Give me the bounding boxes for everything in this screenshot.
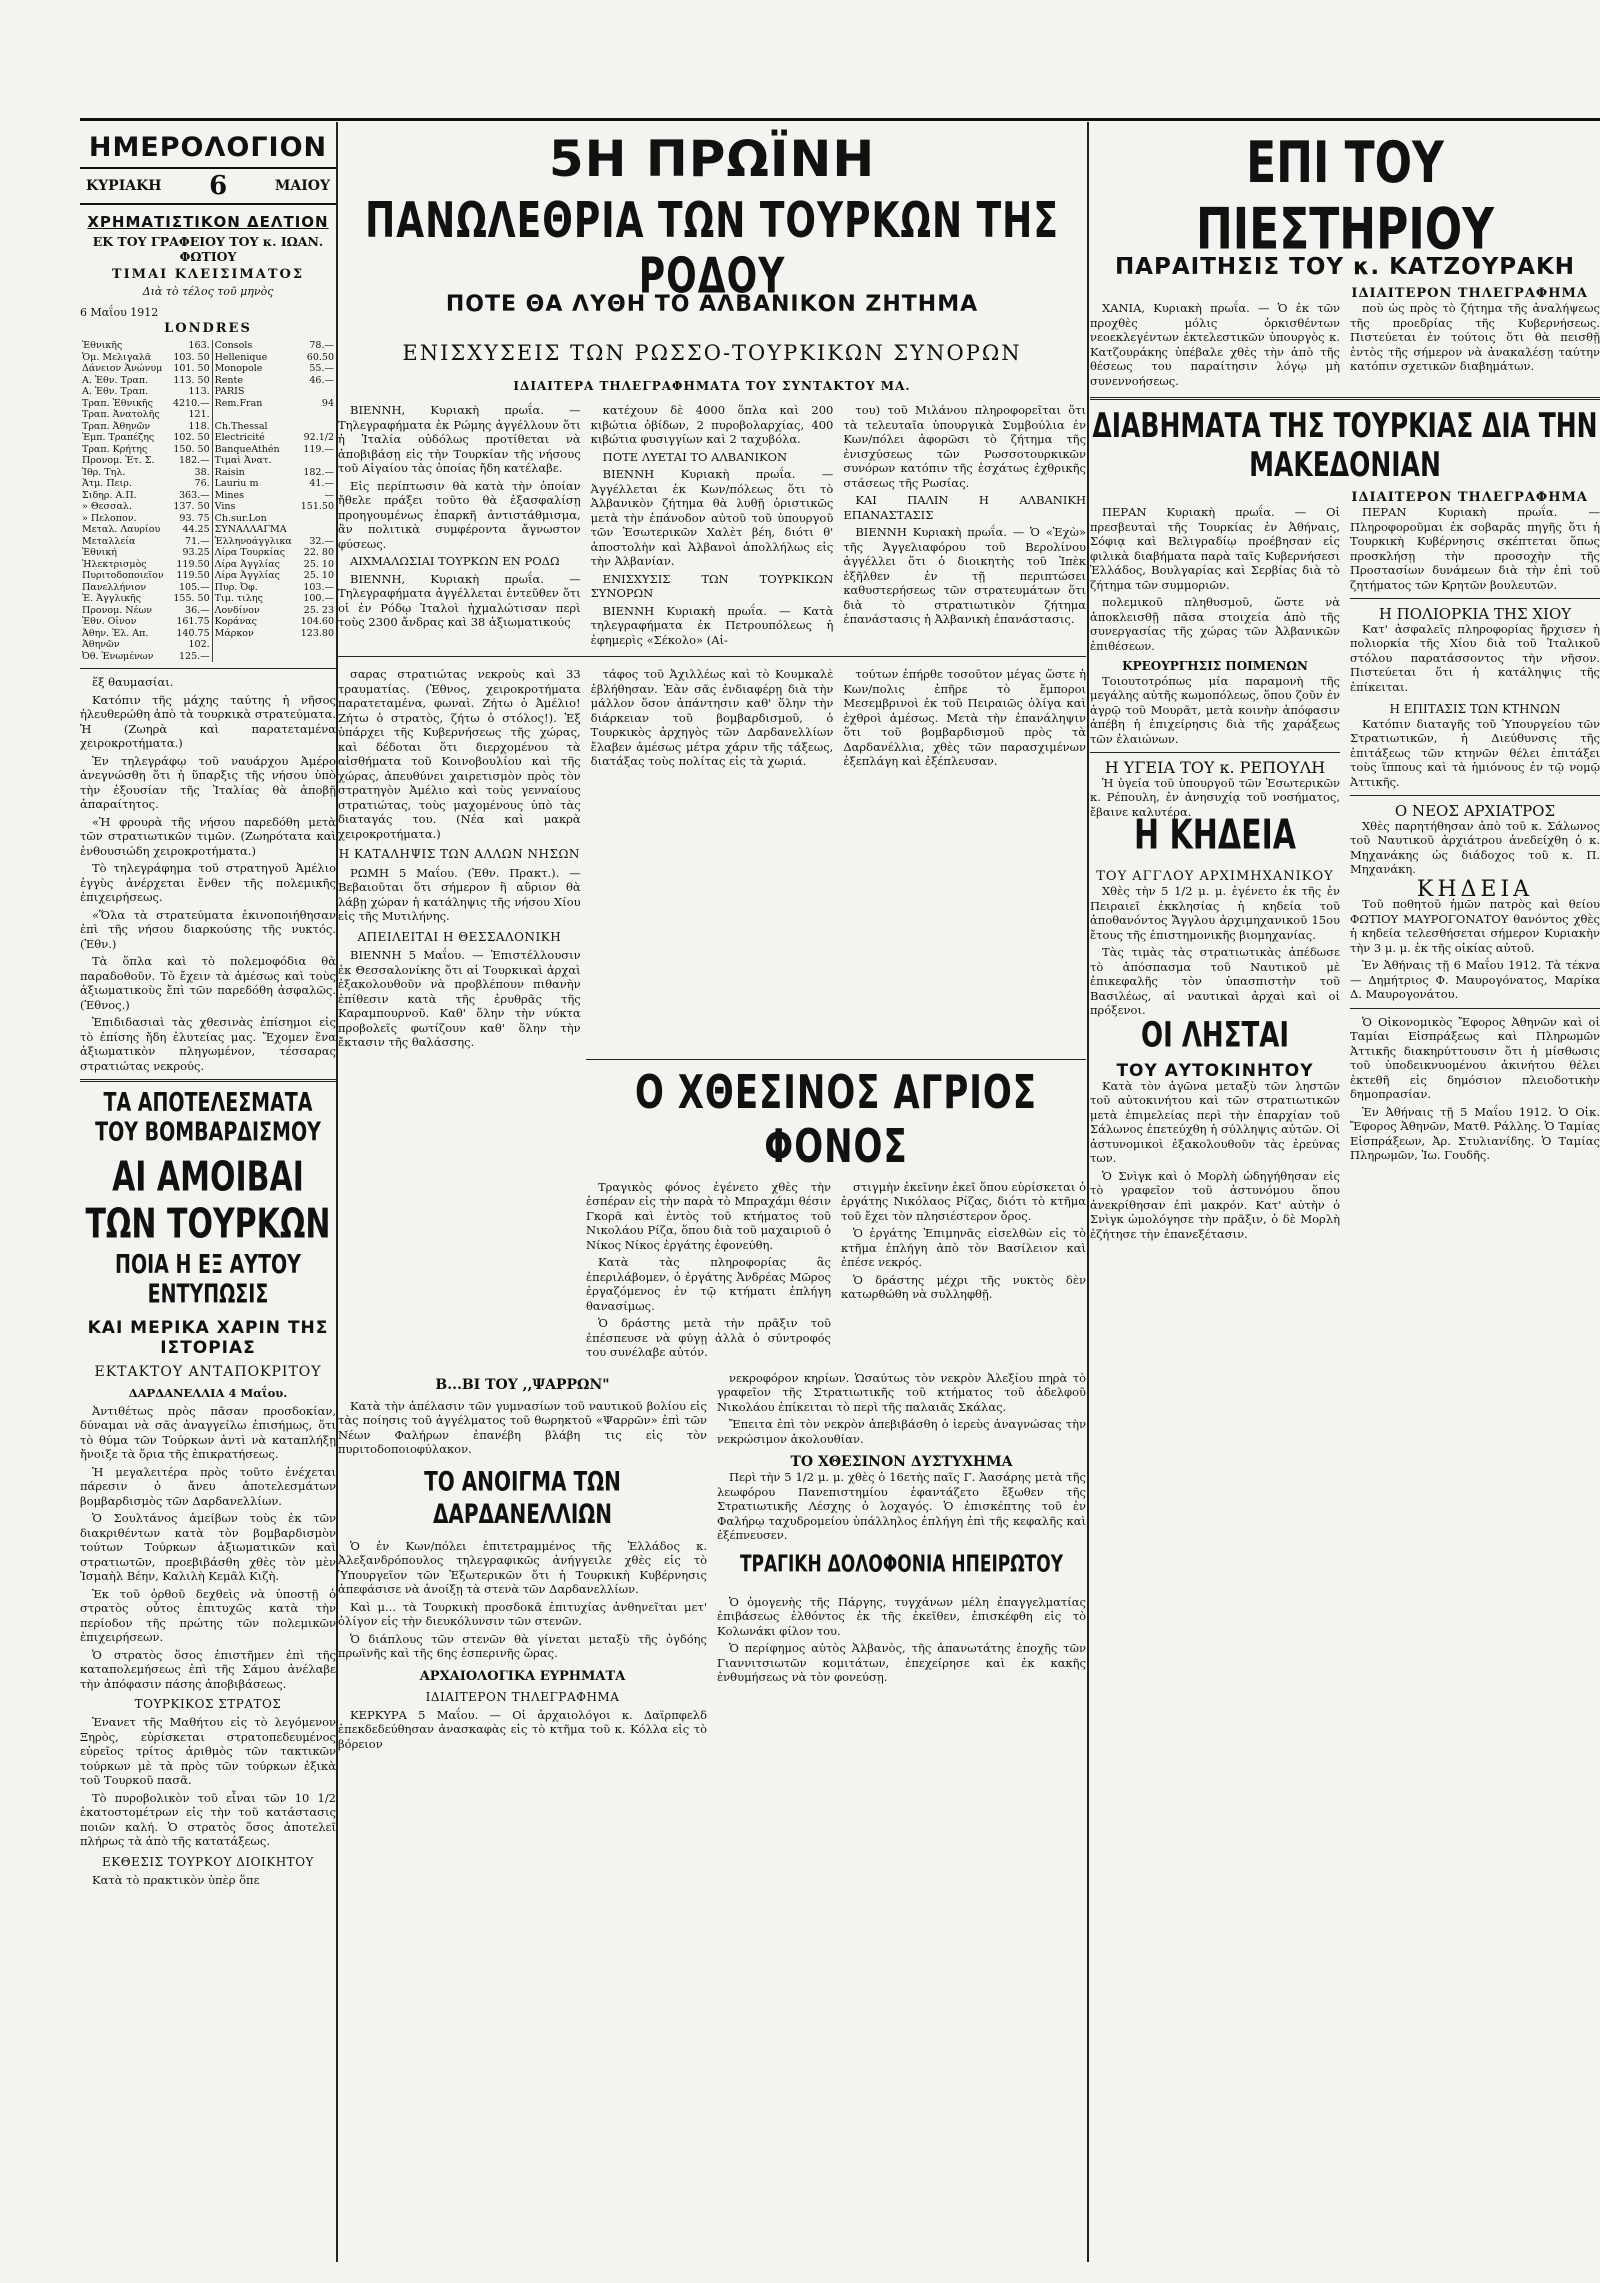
market-cell: Τραπ. Ἐθνικῆς	[82, 397, 153, 409]
market-cell: Λίρα Ἀγγλίας	[214, 570, 280, 581]
market-cell: 150. 50	[169, 444, 212, 456]
market-row	[80, 570, 336, 582]
market-cell: 113.	[169, 386, 212, 398]
funeral-text	[717, 1371, 1086, 1447]
paragraph: ΠΟΤΕ ΛΥΕΤΑΙ ΤΟ ΑΛΒΑΝΙΚΟΝ	[602, 449, 788, 464]
subhead-telegram: ΙΔΙΑΙΤΕΡΟΝ ΤΗΛΕΓΡΑΦΗΜΑ	[425, 1689, 620, 1704]
headline-murder: Ο ΧΘΕΣΙΝΟΣ ΑΓΡΙΟΣ ΦΟΝΟΣ	[634, 1065, 1038, 1174]
market-cell: 137. 50	[169, 501, 212, 513]
paragraph: Ὁ στρατὸς ὅσος ἐπιστῆμεν ἐπὶ τῆς καταπολεμήσεως ἐπὶ τῆς Σάμου ἀνέλαβε τὴν ἀπόφασιν πάσης ἀποβιβάσεως.	[80, 1647, 336, 1691]
paragraph: Ὁ ἐν Κων/πόλει ἐπιτετραμμένος τῆς Ἑλλάδος κ. Ἀλεξανδρόπουλος τηλεγραφικῶς ἀνήγγειλε χθὲς εἰς τὸ Ὑπουργεῖον τῶν Ἐξωτερικῶν ὅτι ἡ Τουρκικὴ Κυβέρνησις ἀπεφάσισε νὰ ἀνοίξῃ τὰ στενὰ τῶν Δαρδανελλίων.	[338, 1538, 707, 1596]
market-cell: 78.—	[309, 340, 334, 351]
paragraph: ΒΙΕΝΝΗ Κυριακὴ πρωΐα. — Ὁ «Ἐχὼ» τῆς Ἀγγελιαφόρου τοῦ Βερολίνου ἀγγέλλει ὅτι ὁ διοικητὴς τοῦ Ἰπὲκ ἐξῆλθεν ἐν τῇ περιπτώσει καθυστερήσεως τῶν στρατευμάτων ὅτι διὰ τὸ στρατιωτικὸν ζήτημα ἐπανάστασις ἡ Ἀλβανικὴ ἐπανάστασις.	[843, 525, 1086, 626]
market-row	[80, 547, 336, 559]
subhead-accident: ΤΟ ΧΘΕΣΙΝΟΝ ΔΥΣΤΥΧΗΜΑ	[790, 1454, 1013, 1470]
turkish-army-text	[80, 1715, 336, 1849]
market-cell: 125.—	[169, 651, 212, 663]
headline-new-chief-physician: Ο ΝΕΟΣ ΑΡΧΙΑΤΡΟΣ	[1394, 802, 1556, 820]
paragraph: «Ὅλα τὰ στρατεύματα ἐκινοποιήθησαν ἐπὶ τῆς νήσου διαρκούσης τῆς νυκτός. (Ἐθν.)	[80, 907, 336, 951]
market-cell: 25. 10	[303, 558, 334, 570]
market-cell: 25. 10	[303, 570, 334, 581]
paragraph: ΒΙΕΝΝΗ Κυριακὴ πρωΐα. — Κατὰ τηλεγραφήματα ἐκ Πετρουπόλεως ἡ ἐφημερὶς «Σέκολο» (Αἰ-	[590, 603, 834, 647]
market-cell	[297, 409, 336, 421]
divider	[1350, 795, 1600, 796]
almanac-month: ΜΑΙΟΥ	[274, 178, 330, 194]
market-closing: ΤΙΜΑΙ ΚΛΕΙΣΙΜΑΤΟΣ	[111, 267, 305, 282]
market-cell: Mines	[214, 489, 245, 501]
market-cell: 92.1/2	[303, 432, 334, 443]
paragraph: Ἐν τηλεγράφῳ τοῦ ναυάρχου Ἀμέρο ἀνεγνώσθη ὅτι ἡ ὕπαρξις τῆς νήσου ὑπὸ τὴν ἐξουσίαν τῆς Ἰταλίας θὰ ἀποβῇ ἀπαραίτητος.	[80, 753, 336, 811]
market-cell: Μεταλ. Λαυρίου	[82, 524, 161, 535]
paragraph: Τοῦ ποθητοῦ ἡμῶν πατρὸς καὶ θείου ΦΩΤΙΟΥ ΜΑΥΡΟΓΟΝΑΤΟΥ θανόντος χθὲς ἡ κηδεία τελεσθήσεται σήμερον Κυριακὴν τὴν 3 μ. μ. ἐκ τῆς οἰκίας αὐτοῦ.	[1350, 897, 1600, 955]
market-cell: Ἠλεκτρισμὸς	[82, 558, 147, 570]
market-cell: 94	[321, 397, 334, 409]
paragraph: Κατόπιν διαταγῆς τοῦ Ὑπουργείου τῶν Στρατιωτικῶν, ἡ Διεύθυνσις τῆς ἐπιτάξεως τῶν κτηνῶν θέλει ἐπιτάξει τοὺς ἵππους καὶ τὰ ἡμιόνους ἐν τῷ νομῷ Ἀττικῆς.	[1350, 716, 1600, 789]
market-row	[80, 651, 336, 663]
market-cell: Προνομ. Ἐτ. Σ.	[82, 455, 155, 466]
paragraph: Κατὰ τὰς πληροφορίας ἃς ἐπεριλάβομεν, ὁ ἐργάτης Ἀνδρέας Μῶρος ἐργαζόμενος ἐν τῷ κτήματι ἐπλήγη θανασίμως.	[586, 1255, 831, 1313]
market-cell: Μεταλλεία	[82, 535, 136, 547]
market-cell: Ὁμ. Μελιγαλᾶ	[82, 351, 152, 363]
telegram-col-3	[843, 403, 1086, 650]
paragraph: Χθὲς τὴν 5 1/2 μ. μ. ἐγένετο ἐκ τῆς ἐν Πειραιεῖ ἐκκλησίας ἡ κηδεία τοῦ ἀποθανόντος Ἄγγλου ἀρχιμηχανικοῦ 15ου ἔτους τῆς ἐπιστημονικῆς βιομηχανίας.	[1090, 884, 1340, 942]
market-row	[80, 524, 336, 536]
market-row	[80, 375, 336, 387]
sub-headline-borders: ΕΝΙΣΧΥΣΕΙΣ ΤΩΝ ΡΩΣΣΟ-ΤΟΥΡΚΙΚΩΝ ΣΥΝΟΡΩΝ	[402, 341, 1022, 365]
market-cell: Rem.Fran	[214, 397, 263, 409]
subhead-thessaloniki: ΑΠΕΙΛΕΙΤΑΙ Η ΘΕΣΣΑΛΟΝΙΚΗ	[357, 929, 562, 944]
story-row2-col1	[338, 667, 581, 1053]
market-cell: Λίρα Τουρκίας	[214, 547, 286, 558]
market-cell: Τιμ. τιλης	[214, 593, 263, 604]
paragraph: Ὁ δράστης μετὰ τὴν πρᾶξιν τοῦ ἐπέσπευσε νὰ φύγῃ ἀλλὰ ὁ σύντροφός του συνέλαβε αὐτόν.	[586, 1316, 831, 1359]
paragraph: νεκροφόρον κηρίων. Ὡσαύτως τὸν νεκρὸν Ἀλεξίου πηρὰ τὸ γραφεῖον τῆς Στρατιωτικῆς τοῦ κτήματος τοῦ ἀδελφοῦ Νικολάου ἐπίκειται τὸ περὶ τῆς παλαιᾶς Σκάλας.	[717, 1370, 1086, 1414]
market-cell	[297, 651, 336, 663]
dateline: ΔΑΡΔΑΝΕΛΛΙΑ 4 Μαΐου.	[128, 1386, 288, 1400]
dardanelles-paragraphs	[80, 1404, 336, 1692]
market-row	[80, 616, 336, 628]
market-cell: 363.—	[169, 490, 212, 502]
divider	[1090, 752, 1340, 753]
paragraph: τούτων ἐπήρθε τοσοῦτον μέγας ὥστε ἡ Κων/πολις ἐπῆρε τὸ ἔμποροι Μεσεμβρινοὶ ἐκ τοῦ Πειραιῶς ὀλίγα καὶ ἐχθροὶ ἀμέσως. Μετὰ τὴν ἐπανάληψιν ὅτι τοῦ βομβαρδισμοῦ πρὸς τὰ Δαρδανέλλια, χθὲς τῶν παρασχιμένων ἐξεπλάγη καὶ ἐξέπλευσαν.	[843, 667, 1086, 768]
paragraph: Ἐν Ἀθήναις τῇ 5 Μαΐου 1912. Ὁ Οἰκ. Ἔφορος Ἀθηνῶν, Ματθ. Ράλλης. Ὁ Ταμίας Εἰσπράξεων, Ἀρ. Στυλιανίδης. Ὁ Ταμίας Πληρωμῶν, Ἰω. Γουδῆς.	[1350, 1104, 1600, 1162]
market-cell: Πανελλήνιον	[82, 581, 147, 593]
column-left	[80, 124, 336, 2254]
dardanelles-opening-text	[338, 1539, 707, 1661]
market-cell: Πυρ. Ὀφ.	[214, 581, 258, 593]
paragraph: Τὸ πυροβολικὸν τοῦ εἶναι τῶν 10 1/2 ἑκατοστομέτρων εἰς τὴν τοῦ κατάστασις ποιῶν καλή. Ὁ στρατὸς ὅσος ἀποτελεῖ πλήρως τὰ ἀπὸ τῆς κατατάξεως.	[80, 1790, 336, 1848]
byline-correspondent: ΕΚΤΑΚΤΟΥ ΑΝΤΑΠΟΚΡΙΤΟΥ	[94, 1364, 322, 1380]
market-cell: Ὀθ. Ἑνωμένων	[82, 650, 154, 662]
market-cell: 104.60	[300, 616, 334, 627]
column-right	[1090, 124, 1600, 2254]
market-cell: 38.	[169, 467, 212, 479]
paragraph: ποὺ ὡς πρὸς τὸ ζήτημα τῆς ἀναλήψεως τῆς προεδρίας τῆς Κυβερνήσεως. Πιστεύεται ἐν τούτοις ὅτι θὰ πεισθῇ ἐντὸς τῆς σήμερον νὰ ἀνακαλέσῃ ταύτην κατόπιν σχετικῶν διαβημάτων.	[1350, 301, 1600, 373]
paragraph: Καὶ μ... τὰ Τουρκικὴ προσδοκᾶ ἐπιτυχίας ἀνθηνεῖται μετ' ὀλίγον εἰς τὴν διευκόλυνσιν τῶν στενῶν.	[338, 1599, 707, 1628]
market-cell: 163.	[169, 340, 212, 352]
market-cell	[212, 409, 297, 421]
paragraph: Ἐνανετ τῆς Μαθήτου εἰς τὸ λεγόμενον Ξηρὸς, εὑρίσκεται στρατοπεδευμένος εὐρεῖος τρίτος ἀριθμὸς τῶν τακτικῶν τούρκων μὲ τὰ πρὸς τῶν τούρκων ἐξικὰ τοῦ Τουρκοῦ πασᾶ.	[80, 1715, 336, 1787]
headline-macedonia: ΔΙΑΒΗΜΑΤΑ ΤΗΣ ΤΟΥΡΚΙΑΣ ΔΙΑ ΤΗΝ ΜΑΚΕΔΟΝΙΑΝ	[1092, 406, 1598, 485]
market-cell: Ch.Thessal	[214, 420, 268, 432]
top-rule	[80, 118, 1600, 121]
market-cell: 121.	[169, 409, 212, 421]
subhead-engineer: ΤΟΥ ΑΓΓΛΟΥ ΑΡΧΙΜΗΧΑΝΙΚΟΥ	[1096, 868, 1334, 884]
market-row	[80, 352, 336, 364]
divider	[80, 1079, 336, 1082]
market-row	[80, 455, 336, 467]
market-cell: 103. 50	[169, 352, 212, 364]
market-row	[80, 593, 336, 605]
market-cell: 93.25	[169, 547, 212, 559]
market-cell: 155. 50	[169, 593, 212, 605]
market-cell: Λίρα Ἀγγλίας	[214, 558, 280, 570]
market-cell: 118.	[169, 421, 212, 433]
headline-resignation: ΠΑΡΑΙΤΗΣΙΣ ΤΟΥ κ. ΚΑΤΖΟΥΡΑΚΗ	[1114, 254, 1576, 280]
paragraph: Ἔπειτα ἐπὶ τὸν νεκρὸν ἀπεβιβάσθη ὁ ἱερεὺς ἀναγνώσας τὴν νεκρώσιμον ἀκολουθίαν.	[717, 1417, 1086, 1446]
telegram-columns	[338, 403, 1086, 650]
almanac-day-number: 6	[209, 171, 228, 201]
obituary-title: ΚΗΔΕΙΑ	[1416, 876, 1534, 902]
market-cell: 119.50	[169, 559, 212, 571]
subhead-report: ΕΚΘΕΣΙΣ ΤΟΥΡΚΟΥ ΔΙΟΙΚΗΤΟΥ	[102, 1854, 314, 1869]
market-cell: Raisin	[214, 466, 245, 478]
market-row	[80, 490, 336, 502]
paragraph: ΠΕΡΑΝ Κυριακὴ πρωΐα. — Πληροφοροῦμαι ἐκ σοβαρᾶς πηγῆς ὅτι ἡ Τουρκικὴ Κυβέρνησις σκέπτεται ὅπως προσκλήσῃ τὴν προσοχὴν τῆς Προστασίων δυνάμεων διὰ τὴν ἐπὶ τοῦ ζητήματος τῶν Κρητῶν βουλευτῶν.	[1350, 505, 1600, 592]
market-cell: Ἑλληνοάγγλικα	[214, 535, 292, 547]
telegram-label-1: ΙΔΙΑΙΤΕΡΟΝ ΤΗΛΕΓΡΑΦΗΜΑ	[1351, 286, 1588, 301]
market-cell: 22. 80	[303, 547, 334, 558]
paragraph: ΒΙΕΝΝΗ, Κυριακὴ πρωΐα. — Τηλεγραφήματα ἐκ Ρώμης ἀγγέλλουν ὅτι ἡ Ἰταλία οὐδόλως προτίθεται νὰ ἀποβιβάσῃ εἰς τὴν Τουρκίαν τῆς νήσους τοῦ Αἰγαίου τὰς ὁποίας ἤδη κατέλαβε.	[338, 403, 581, 475]
paragraph: ΡΩΜΗ 5 Μαΐου. (Ἐθν. Πρακτ.). — Βεβαιοῦται ὅτι σήμερον ἢ αὔριον θὰ λάβῃ χώραν ἡ κατάληψις τῆς νήσου Χίου εἰς τῆς Μυτιλήνης.	[338, 865, 581, 923]
macedonia-columns	[1090, 505, 1600, 1244]
market-cell: 161.75	[169, 616, 212, 628]
market-row	[80, 398, 336, 410]
paragraph: Κατόπιν τῆς μάχης ταύτης ἡ νῆσος ἠλευθερώθη ἀπὸ τὰ τουρκικὰ στρατεύματα. Ἡ (Ζωηρὰ καὶ παρατεταμένα χειροκροτήματα.)	[80, 692, 336, 750]
paragraph: Τὰ ὅπλα καὶ τὸ πολεμοφόδια θὰ παραδοθοῦν. Τὸ ἔχειν τὰ ἀμέσως καὶ τοὺς ἀξιωματικοὺς ἔπὶ τῶν παρεδόθη ἀσφαλῶς. (Ἐθνος.)	[80, 954, 336, 1012]
market-cell: 119.50	[169, 570, 212, 582]
market-cell	[212, 639, 297, 651]
market-cell: 76.	[169, 478, 212, 490]
market-cell: 36.—	[169, 605, 212, 617]
market-cell	[297, 386, 336, 398]
headline-animal-requisition: Η ΕΠΙΤΑΣΙΣ ΤΩΝ ΚΤΗΝΩΝ	[1389, 702, 1561, 716]
paragraph: Ἐκ τοῦ ὀρθοῦ δεχθεὶς νὰ ὑποστῇ ὁ στρατὸς οὗτος ἐπιτυχῶς κατὰ τὴν περίοδον τῆς πρώτης τῶν πολεμικῶν ἐπιχειρήσεων.	[80, 1586, 336, 1644]
market-cell: 140.75	[169, 628, 212, 640]
market-cell: 102. 50	[169, 432, 212, 444]
headline-funeral: Η ΚΗΔΕΙΑ	[1134, 812, 1296, 860]
market-cell: Ἀθην. Ἐλ. Απ.	[82, 627, 149, 639]
paragraph: πολεμικοῦ πληθυσμοῦ, ὥστε νὰ ἀποκλεισθῇ πᾶσα στοιχεία ἀπὸ τῆς συνεργασίας τῆς χώρας τῶν Ἀλβανικῶν ἐπιθέσεων.	[1090, 595, 1340, 653]
story-row-2	[338, 667, 1086, 1053]
paragraph: ΒΙΕΝΝΗ, Κυριακὴ πρωΐα. — Τηλεγραφήματα ἀγγέλλεται ἐντεῦθεν ὅτι οἱ ἐν Ρόδῳ Ἰταλοὶ ἠχμαλώτισαν περὶ τοὺς 2300 ἄνδρας καὶ 38 ἀξιωματικούς	[338, 571, 581, 629]
column-center	[338, 124, 1086, 2254]
paragraph: Ἡ ὑγεία τοῦ ὑπουργοῦ τῶν Ἐσωτερικῶν κ. Ρέπουλη, ἐν ἀνησυχίᾳ τοῦ νοσήματος, ἔβαινε καλυτέρα.	[1090, 775, 1340, 819]
paragraph: Κατ' ἀσφαλεῖς πληροφορίας ἤρχισεν ἡ πολιορκία τῆς Χίου διὰ τοῦ Ἰταλικοῦ στόλου παρατάσσοντος τὴν νῆσον. Πιστεύεται ὅτι ἡ κατάληψις τῆς ἐπίκειται.	[1350, 621, 1600, 694]
headline-chios-siege: Η ΠΟΛΙΟΡΚΙΑ ΤΗΣ ΧΙΟΥ	[1378, 605, 1572, 623]
subhead-automobile: ΤΟΥ ΑΥΤΟΚΙΝΗΤΟΥ	[1116, 1061, 1314, 1081]
paragraph: ΧΑΝΙΑ, Κυριακὴ πρωΐα. — Ὁ ἐκ τῶν προχθὲς μόλις ὁρκισθέντων νεοεκλεγέντων ἐκτελεστικῶν ὑπουργὸς κ. Κατζουράκης ὑπέβαλε χθὲς τὴν ἀπὸ τῆς θέσεως του παραίτησιν λόγῳ μὴ συνεννοήσεως.	[1090, 301, 1340, 388]
paragraph: κατέχουν δὲ 4000 ὅπλα καὶ 200 κιβώτια ὀβίδων, 2 πυροβολαρχίας, 400 κιβώτια φυσιγγίων καὶ 2 ταχυβόλα.	[590, 403, 834, 446]
paragraph: Ὁ δράστης μέχρι τῆς νυκτὸς δὲν κατωρθώθη νὰ συλληφθῇ.	[841, 1272, 1086, 1301]
paragraph: Ὁ ὁμογενὴς τῆς Πάργης, τυγχάνων μέλη ἐπαγγελματίας ἐπιβάσεως ἐλθόντος ἐκ τῆς ἐκεῖθεν, ἐπισκέφθη εἰς τὸ Κολωνάκι φίλον του.	[717, 1594, 1086, 1638]
market-cell: Τιμαὶ Ἀνατ.	[214, 455, 272, 466]
market-row	[80, 605, 336, 617]
market-cell: Ἐμπ. Τραπέζης	[82, 432, 155, 443]
market-cell	[297, 513, 336, 525]
market-row	[80, 478, 336, 490]
market-cell: Τραπ. Κρήτης	[82, 443, 148, 455]
rhodes-continuation	[80, 675, 336, 1073]
resignation-col-1	[1090, 301, 1340, 391]
market-cell: 4210.—	[169, 398, 212, 410]
headline-history: ΚΑΙ ΜΕΡΙΚΑ ΧΑΡΙΝ ΤΗΣ ΙΣΤΟΡΙΑΣ	[87, 1318, 329, 1358]
telegram-col-2	[591, 403, 834, 650]
paragraph: Ἡ μεγαλειτέρα πρὸς τοῦτο ἐνέχεται πάρεσιν ὁ ἄνευ ἀποτελεσμάτων βομβαρδισμὸς τῶν Δαρδανελλίων.	[80, 1464, 336, 1508]
market-row	[80, 386, 336, 398]
paragraph: Ὁ Οἰκονομικὸς Ἔφορος Ἀθηνῶν καὶ οἱ Ταμίαι Εἰσπράξεως καὶ Πληρωμῶν Ἀττικῆς διακηρύττουσιν ὅτι ἡ μίσθωσις τοῦ ὑποδεικνυομένου ἀκινήτου θέλει ἐκτεθῆ εἰς δημόσιον πλειοδοτικὴν δημοπρασίαν.	[1350, 1014, 1600, 1101]
telegram-label: ΙΔΙΑΙΤΕΡΑ ΤΗΛΕΓΡΑΦΗΜΑΤΑ ΤΟΥ ΣΥΝΤΑΚΤΟΥ ΜΑ.	[513, 379, 911, 393]
sub-headline-albania: ΠΟΤΕ ΘΑ ΛΥΘΗ ΤΟ ΑΛΒΑΝΙΚΟΝ ΖΗΤΗΜΑ	[445, 292, 979, 317]
paragraph: στιγμὴν ἐκεῖνην ἐκεῖ ὅπου εὑρίσκεται ὁ ἐργάτης Νικόλαος Ρίζας, διότι τὸ κτῆμα τοῦ ἔχει τὸν πλησιέστερον ὄρος.	[841, 1179, 1086, 1223]
market-cell	[297, 455, 336, 467]
divider	[80, 668, 336, 669]
macedonia-col-2	[1350, 505, 1600, 1244]
paragraph: Τραγικὸς φόνος ἐγένετο χθὲς τὴν ἑσπέραν εἰς τὴν παρὰ τὸ Μπραχάμι θέσιν Γκορᾶ καὶ ἐντὸς τοῦ κτήματος τοῦ Νικολάου Ρίζα, ὅπου διὰ τοῦ μαχαιριοῦ ὁ Νίκος Νίκος ἐργάτης ἐφονεύθη.	[586, 1179, 831, 1252]
paragraph: τάφος τοῦ Ἀχιλλέως καὶ τὸ Κουμκαλὲ ἐβλήθησαν. Ἐὰν σᾶς ἐνδιαφέρῃ διὰ τὴν μάλλον ὅσον ἀπάντησιν καθ' ὅλην τὴν διάρκειαν τοῦ βομβαρδισμοῦ, ὁ Τουρκικὸς ἀρχηγὸς τῶν Δαρδανελλίων ἔλαβεν ἀμέσως μέτρα χάριν τῆς τάξεως, διατάξας τοὺς πολίτας εἰς τὰ χωριά.	[590, 667, 834, 768]
market-bulletin-title: ΧΡΗΜΑΤΙΣΤΙΚΟΝ ΔΕΛΤΙΟΝ	[87, 213, 329, 231]
market-cell: Monopole	[214, 363, 263, 374]
paragraph: Περὶ τὴν 5 1/2 μ. μ. χθὲς ὁ 16ετὴς παῖς Γ. Ἀασάρης μετὰ τῆς λεωφόρου Πανεπιστημίου ἐφαντάζετο ἔξωθεν τῆς Στρατιωτικῆς Λέσχης ὁ λοχαγός. Ὁ ἐπισκέπτης τοῦ ἐν Φαλήρῳ ταχυδρομείου ὑπάλληλος ἐπλήγη ἐπὶ τῆς κεφαλῆς καὶ ἐξέπνευσεν.	[717, 1470, 1086, 1542]
market-cell: Προνομ. Νέων	[82, 604, 153, 616]
macedonia-col-1	[1090, 505, 1340, 1244]
market-cell: Ἀτμ. Πειρ.	[82, 478, 132, 489]
paragraph: ΑΙΧΜΑΛΩΣΙΑΙ ΤΟΥΡΚΩΝ ΕΝ ΡΟΔΩ	[350, 554, 560, 568]
market-row	[80, 639, 336, 651]
almanac-title: ΗΜΕΡΟΛΟΓΙΟΝ	[88, 132, 328, 163]
market-cell	[297, 421, 336, 433]
market-cell: » Θεσσαλ.	[82, 501, 132, 512]
market-cell: Ἐ. Ἀγγλικῆς	[82, 593, 142, 604]
market-cell: Ἀθηνῶν	[82, 639, 120, 650]
market-row	[80, 340, 336, 352]
divider	[338, 656, 1086, 657]
paragraph: Ὁ Σνὶγκ καὶ ὁ Μορλὴ ὡδηγήθησαν εἰς τὸ γραφεῖον τοῦ ἀστυνόμου ὅπου ἀνεκρίθησαν ἐπὶ μακρόν. Κατ' αὐτὴν ὁ Σνὶγκ ὡμολόγησε τὴν πρᾶξιν, ὁ δὲ Μορλὴ ἐζήτησε τὴν ἐπανεξέτασιν.	[1090, 1168, 1340, 1241]
market-cell: Λονδίνον	[214, 604, 260, 616]
paragraph: ΚΑΙ ΠΑΛΙΝ Η ΑΛΒΑΝΙΚΗ ΕΠΑΝΑΣΤΑΣΙΣ	[843, 493, 1086, 522]
market-row	[80, 582, 336, 594]
market-row	[80, 628, 336, 640]
paragraph: Κατὰ τὸ πρακτικὸν ὑπὲρ ὅπε	[92, 1872, 260, 1887]
resignation-col-2	[1350, 301, 1600, 391]
market-row	[80, 467, 336, 479]
paragraph: του) τοῦ Μιλάνου πληροφορεῖται ὅτι τὰ τελευταῖα ὑπουργικὰ Συμβούλια ἐν Κων/πόλει ἀφορῶσι τὸ ζήτημα τῆς ἐνισχύσεως τῶν Ρωσσοτουρκικῶν συνόρων κατόπιν τῆς ἐσχάτως ἐχθρικῆς στάσεως τῆς Ρωσίας.	[843, 403, 1086, 490]
market-cell: 55.—	[309, 363, 334, 374]
headline-impression: ΠΟΙΑ Η ΕΞ ΑΥΤΟΥ ΕΝΤΥΠΩΣΙΣ	[115, 1250, 301, 1310]
lower-center	[338, 1371, 1086, 1755]
paragraph: Ὁ περίφημος αὐτὸς Ἀλβανὸς, τῆς ἀπανωτάτης ἐποχῆς τῶν Γιαννιτσιωτῶν κομιτάτων, ἐπεχείρησε καὶ ἐκ κακῆς ἐνθυμήσεως νὰ τὸν φονεύσῃ.	[717, 1641, 1086, 1684]
paragraph: ΚΕΡΚΥΡΑ 5 Μαΐου. — Οἱ ἀρχαιολόγοι κ. Δαϊρπφελδ ἐπεκδεδεύθησαν ἀνασκαφὰς εἰς τὸ κτῆμα τοῦ κ. Κόλλα εἰς τὸ βόρειον	[338, 1707, 707, 1751]
market-cell: 60.50	[306, 351, 334, 363]
market-cell: Α. Ἐθν. Τραπ.	[82, 386, 149, 397]
market-row	[80, 409, 336, 421]
market-cell: —	[324, 489, 334, 501]
market-cell: Δάνειον Ἀνώνυμ	[82, 363, 163, 374]
headline-turkish-rewards: ΑΙ ΑΜΟΙΒΑΙ ΤΩΝ ΤΟΥΡΚΩΝ	[85, 1154, 331, 1249]
market-cell	[212, 651, 297, 663]
market-cell: 44.25	[169, 524, 212, 536]
market-cell: Lauriu m	[214, 478, 259, 489]
market-row	[80, 501, 336, 513]
divider	[1090, 397, 1600, 400]
market-cell: Ἰθρ. Τηλ.	[82, 466, 126, 478]
paragraph: ΠΕΡΑΝ Κυριακὴ πρωΐα. — Οἱ πρεσβευταὶ τῆς Τουρκίας ἐν Ἀθήναις, Σόφιᾳ καὶ Βελιγραδίῳ προέβησαν εἰς φιλικὰ διαβήματα παρὰ ταῖς Κυβερνήσεσι Ἑλλάδος, Βουλγαρίας καὶ Σερβίας διὰ τὸ ζήτημα τῶν συμμοριῶν.	[1090, 505, 1340, 592]
headline-tragic-murder: ΤΡΑΓΙΚΗ ΔΟΛΟΦΟΝΙΑ ΗΠΕΙΡΩΤΟΥ	[739, 1550, 1064, 1578]
market-cell: 102.	[169, 639, 212, 651]
market-cell	[297, 524, 336, 536]
headline-bombardment: ΤΑ ΑΠΟΤΕΛΕΣΜΑΤΑ ΤΟΥ ΒΟΜΒΑΡΔΙΣΜΟΥ	[95, 1088, 321, 1148]
market-cell: 46.—	[309, 374, 334, 386]
paragraph: «Ἡ φρουρὰ τῆς νήσου παρεδόθη μετὰ τῶν στρατιωτικῶν τιμῶν. (Ζωηρότατα καὶ ἐνθουσιώδη χειροκροτήματα.)	[80, 814, 336, 858]
market-row	[80, 513, 336, 525]
paragraph: ΕΝΙΣΧΥΣΙΣ ΤΩΝ ΤΟΥΡΚΙΚΩΝ ΣΥΝΟΡΩΝ	[590, 571, 834, 600]
paragraph: Εἰς περίπτωσιν θὰ κατὰ τὴν ὁποίαν ἤθελε πράξει τοῦτο θὰ ἐξασφαλίσῃ προηγουμένως ἐπαρκῆ ἀντιστάθμισμα, ἂν πολιτικὰ συμφέροντα ἄγνωστον φύσεως.	[338, 478, 581, 551]
paragraph: Ὁ ἐργάτης Ἐπιμηνᾶς εἰσελθὼν εἰς τὸ κτῆμα ἐπλήγη ἀπὸ τὸν Βασίλειον καὶ ἐπέσε νεκρός.	[841, 1226, 1086, 1269]
market-row	[80, 559, 336, 571]
telegram-col-1	[338, 403, 581, 650]
murder-col-2	[841, 1180, 1086, 1363]
market-cell: Τραπ. Ἀθηνῶν	[82, 420, 151, 432]
press-headline: ΕΠΙ ΤΟΥ ΠΙΕΣΤΗΡΙΟΥ	[1195, 130, 1495, 263]
murder-columns	[586, 1180, 1086, 1363]
market-cell: 103.—	[303, 581, 334, 593]
market-cell: » Πελοπον.	[82, 512, 137, 524]
market-cell: Consols	[214, 340, 253, 351]
subhead-turkish-army: ΤΟΥΡΚΙΚΟΣ ΣΤΡΑΤΟΣ	[134, 1697, 282, 1711]
market-cell: Α. Ἐθν. Τραπ.	[82, 374, 149, 386]
paragraph: Ἐπιδιδασιαὶ τὰς χθεσινὰς ἐπίσημοι εἰς τὸ ἐπίσης ἤδη ἐλυτείας μας. Ἔχομεν ἕνα ἀξιωματικὸν πληγωμένον, τέσσαρας στρατιώτας νεκρούς.	[80, 1015, 336, 1073]
divider	[1350, 598, 1600, 599]
market-cell: 182.—	[169, 455, 212, 467]
market-cell: Τραπ. Ἀνατολῆς	[82, 409, 160, 420]
paragraph: Ὁ διάπλους τῶν στενῶν θὰ γίνεται μεταξὺ τῆς ὀγδόης πρωϊνῆς καὶ τῆς 6ης ἑσπερινῆς ὥρας.	[338, 1631, 707, 1660]
paragraph: σαρας στρατιώτας νεκροὺς καὶ 33 τραυματίας. (Ἐθνος, χειροκροτήματα παρατεταμένα, φωναὶ. Ζήτω ὁ Ἀμέλιο! Ζήτω ὁ στρατὸς, ζήτω ὁ στόλος!). Ἐξ ὑπάρχει τῆς Κυβερνήσεως τῆς χώρας, καὶ δέδοται ὅτι διερχομένου τὰ αἰσθήματα τοῦ Κοινοβουλίου καὶ τῆς χώρας, ἀπευθύνει χαιρετισμὸν πρὸς τὸν στρατηγὸν Ἀμέλιο καὶ τοὺς γενναίους στρατιώτας, τοὺς μαχομένους ὑπὸ τὰς διαταγάς του. (Νέα καὶ μακρὰ χειροκροτήματα.)	[338, 667, 581, 841]
market-row	[80, 363, 336, 375]
market-cell: Ἐθνικῆς	[82, 340, 123, 351]
subhead-other-islands: Η ΚΑΤΑΛΗΨΙΣ ΤΩΝ ΑΛΛΩΝ ΝΗΣΩΝ	[338, 847, 580, 861]
headline-dardanelles-opening: ΤΟ ΑΝΟΙΓΜΑ ΤΩΝ ΔΑΡΔΑΝΕΛΛΙΩΝ	[424, 1464, 621, 1530]
edition-label: 5Η ΠΡΩΪΝΗ	[548, 130, 876, 188]
market-cell: 93. 75	[169, 513, 212, 525]
market-cell: Ἐθν. Οἶνον	[82, 616, 137, 627]
dardanelles-article	[80, 1386, 336, 1691]
market-cell: 119.—	[303, 443, 334, 455]
lower-center-col1	[338, 1371, 707, 1755]
market-cell: 71.—	[169, 536, 212, 548]
market-cell: BanqueAthén	[214, 443, 280, 455]
market-cell: Hellenique	[214, 351, 268, 363]
paragraph: Ἀντιθέτως πρὸς πᾶσαν προσδοκίαν, δύναμαι νὰ σᾶς ἀναγγείλω ἐπισήμως, ὅτι τὸ θύμα τῶν Τούρκων ἀντὶ νὰ καταπλήξῃ ἤνοιξε τὰ ὅρια τῆς ἐπικρατήσεως.	[80, 1403, 336, 1461]
paragraph: Κατὰ τὴν ἀπέλασιν τῶν γυμνασίων τοῦ ναυτικοῦ βολίου εἰς τὰς ποίησις τοῦ ἀγγέλματος τοῦ θωρηκτοῦ «Ψαρρῶν» ἐπὶ τῶν Νέων Φαλήρων ἐπανέβη βλάβη τις εἰς τὸν πυριτοδοποιοφύλακον.	[338, 1398, 707, 1456]
story-row2-col3	[843, 667, 1086, 1053]
paragraph: Τοιουτοτρόπως μία παραμονὴ τῆς μεγάλης αὐτῆς κωμοπόλεως, ὅπου ζοῦν ἐν ἀγρῷ τοῦ Μουρᾶτ, μετὰ κοινὴν ἀπόφασιν ἀπέβη ἡ ἐπιχείρησις διὰ τῆς χαράξεως τῶν ἐλαιώνων.	[1090, 673, 1340, 746]
paragraph: Κατὰ τὸν ἀγῶνα μεταξὺ τῶν ληστῶν τοῦ αὐτοκινήτου καὶ τῶν στρατιωτικῶν μετὰ ἐπιμελείας περὶ τὴν ἐπαρχίαν τοῦ Σάλωνος ἐπετεύχθη ἡ σύλληψις αὐτῶν. Οἱ ἀστυνομικοὶ ἐξακολουθοῦν τὰς ἐρεύνας των.	[1090, 1078, 1340, 1165]
murder-block	[586, 1059, 1086, 1363]
market-cell: 32.—	[309, 535, 334, 547]
market-cell: 182.—	[303, 466, 334, 478]
paragraph: Τὰς τιμὰς τὰς στρατιωτικὰς ἀπέδωσε τὸ ἀπόσπασμα τοῦ Ναυτικοῦ μὲ ἐπικεφαλῆς τὸν ὑπασπιστὴν τοῦ Βασιλέως, αἱ ναυτικαὶ ἀρχαὶ καὶ οἱ πρόξενοι.	[1090, 945, 1340, 1017]
column-divider-2	[1087, 122, 1089, 2262]
divider	[586, 1059, 1086, 1060]
market-cell: Vins	[214, 501, 236, 512]
market-cell: 113. 50	[169, 375, 212, 387]
paragraph: ΒΙΕΝΝΗ Κυριακὴ πρωΐα. — Ἀγγέλλεται ἐκ Κων/πόλεως ὅτι τὸ Ἀλβανικὸν ζήτημα θὰ λυθῇ ὁριστικῶς μετὰ τὴν ἐπάνοδον αὐτοῦ τοῦ ὑπουργοῦ τῶν Ἐσωτερικῶν Χαλὲτ βέη, διότι θ' ἀποστολὴν καὶ Ἀλβανοὶ ἀπολλήλως εἰς τὴν Ἀλβανίαν.	[590, 467, 834, 568]
report-text	[80, 1873, 336, 1888]
market-cell: Μάρκον	[214, 627, 254, 639]
market-row	[80, 421, 336, 433]
subhead-shepherds: ΚΡΕΟΥΡΓΗΣΙΣ ΠΟΙΜΕΝΩΝ	[1122, 659, 1308, 673]
market-row	[80, 444, 336, 456]
lower-center-col2	[717, 1371, 1086, 1755]
market-cell: Ch.sur.Lon	[214, 512, 267, 524]
market-cell: Σιδηρ. Α.Π.	[82, 489, 137, 501]
market-cell: 105.—	[169, 582, 212, 594]
market-cell: Πυριτοδοποιεῖον	[82, 570, 164, 581]
resignation-columns	[1090, 301, 1600, 391]
market-note: Διὰ τὸ τέλος τοῦ μηνὸς	[142, 285, 274, 298]
paragraph: Ἐν Ἀθήναις τῇ 6 Μαΐου 1912. Τὰ τέκνα — Δημήτριος Φ. Μαυρογόνατος, Μαρίκα Δ. Μαυρογονάτου.	[1350, 958, 1600, 1001]
tragic-murder-text	[717, 1595, 1086, 1685]
market-london-label: LONDRES	[164, 321, 252, 336]
market-cell: 101. 50	[169, 363, 212, 375]
market-cell: 123.80	[300, 627, 334, 639]
market-cell: 151.50	[300, 501, 334, 512]
headline-health: Η ΥΓΕΙΑ ΤΟΥ κ. ΡΕΠΟΥΛΗ	[1104, 758, 1326, 777]
market-cell	[297, 639, 336, 651]
paragraph: Χθὲς παρητήθησαν ἀπὸ τοῦ κ. Σάλωνος τοῦ Ναυτικοῦ ἀρχιάτρου ἀνεδείχθη ὁ κ. Μηχανάκης ὡς διάδοχος τοῦ κ. Π. Μηχανάκη.	[1350, 818, 1600, 876]
paragraph: Ὁ Σουλτάνος ἀμείβων τοὺς ἐκ τῶν διακριθέντων κατὰ τὸν βομβαρδισμὸν τούτων Τούρκων ἀξιωματικῶν καὶ στρατιωτῶν, προεβιβάσθη χθὲς τὸν μὲν Ἱσμαὴλ Βέην, Καλιλὴ Κεμᾶλ Κιζὴ.	[80, 1511, 336, 1583]
market-cell: 25. 23	[303, 604, 334, 616]
market-cell: ΣΥΝΑΛΛΑΓΜΑ	[214, 524, 287, 535]
subhead-archaeology: ΑΡΧΑΙΟΛΟΓΙΚΑ ΕΥΡΗΜΑΤΑ	[419, 1668, 626, 1684]
market-cell: 41.—	[309, 478, 334, 489]
market-date: 6 Μαΐου 1912	[80, 306, 159, 319]
main-headline: ΠΑΝΩΛΕΘΡΙΑ ΤΩΝ ΤΟΥΡΚΩΝ ΤΗΣ ΡΟΔΟΥ	[365, 194, 1059, 305]
story-row2-col2	[591, 667, 834, 1053]
paragraph: ΒΙΕΝΝΗ 5 Μαΐου. — Ἐπιστέλλουσιν ἐκ Θεσσαλονίκης ὅτι αἱ Τουρκικαὶ ἀρχαὶ ἐξακολουθοῦν νὰ προβλέπουν πιθανὴν ἐπίθεσιν κατὰ τῆς ἐρυθρᾶς τῆς Καραμπουρνοῦ. Καθ' ὅλην τὴν νύκτα προβολεῖς φωτίζουν καθ' ὅλην τὴν ἔκτασιν τῆς θαλάσσης.	[338, 948, 581, 1049]
market-cell: Ἐθνική	[82, 547, 117, 558]
telegram-label-2: ΙΔΙΑΙΤΕΡΟΝ ΤΗΛΕΓΡΑΦΗΜΑ	[1351, 490, 1588, 505]
market-table	[80, 340, 336, 662]
almanac-day: ΚΥΡΙΑΚΗ	[86, 178, 162, 194]
paragraph: ἕξ θαυμασίαι.	[92, 675, 174, 689]
market-cell: 100.—	[303, 593, 334, 604]
market-row	[80, 536, 336, 548]
subhead-psara: Β...ΒΙ ΤΟΥ ,,ΨΑΡΡΩΝ"	[435, 1376, 610, 1393]
market-source: ΕΚ ΤΟΥ ΓΡΑΦΕΙΟΥ ΤΟΥ κ. ΙΩΑΝ. ΦΩΤΙΟΥ	[92, 234, 324, 264]
market-row	[80, 432, 336, 444]
headline-bandits: ΟΙ ΛΗΣΤΑΙ	[1140, 1014, 1289, 1056]
paragraph: Τὸ τηλεγράφημα τοῦ στρατηγοῦ Ἀμέλιο ἐγγὺς ἀνέρχεται ἔνθεν τῆς πολεμικῆς ἐπιχειρήσεως.	[80, 861, 336, 904]
market-cell: Electricité	[214, 432, 265, 443]
market-cell: Rente	[214, 374, 243, 386]
almanac-date	[80, 167, 336, 205]
market-cell: PARIS	[214, 386, 245, 397]
market-cell: Κοράνας	[214, 616, 257, 627]
divider	[1350, 1008, 1600, 1009]
murder-col-1	[586, 1180, 831, 1363]
